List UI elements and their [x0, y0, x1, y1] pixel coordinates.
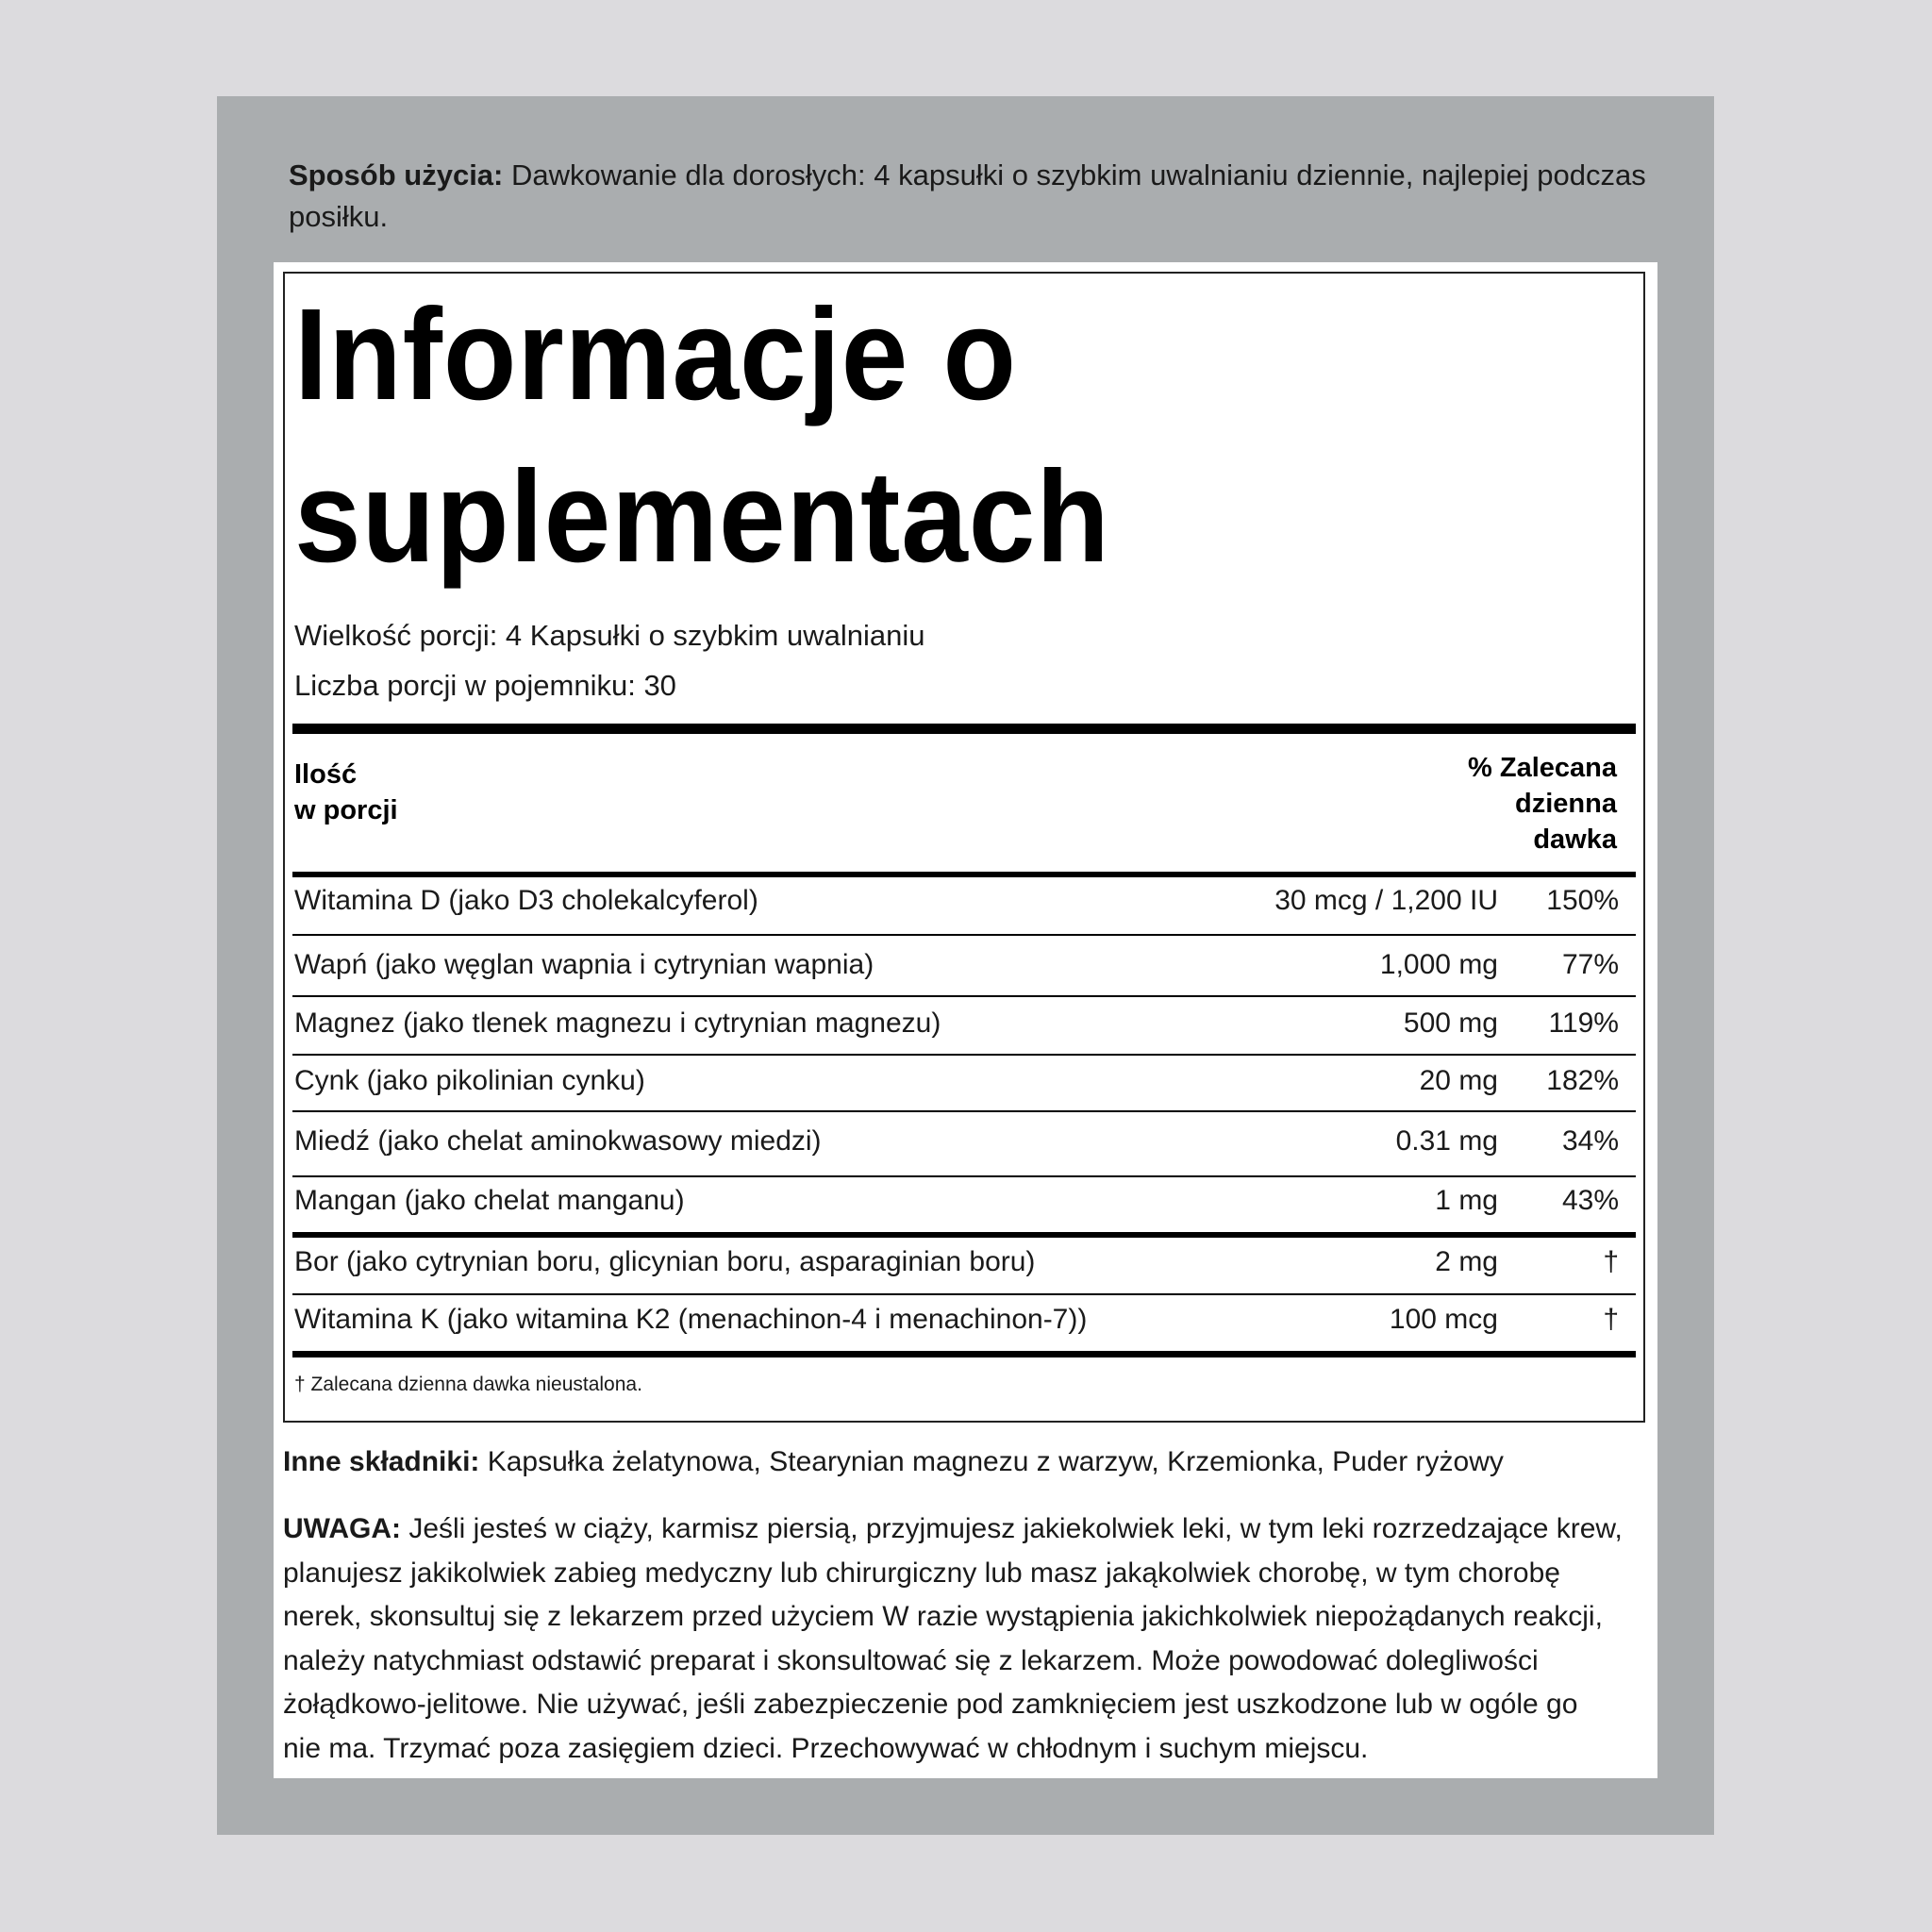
- table-row: [294, 1304, 1619, 1341]
- nutrient-name: Miedź (jako chelat aminokwasowy miedzi): [294, 1125, 822, 1157]
- usage-text: Dawkowanie dla dorosłych: 4 kapsułki o szybkim uwalnianiu dziennie, najlepiej podczas posiłku.: [289, 158, 1646, 233]
- header-daily-value: [1468, 750, 1617, 858]
- nutrient-name: Mangan (jako chelat manganu): [294, 1185, 685, 1216]
- row-divider: [292, 1054, 1636, 1056]
- nutrient-amount: 2 mg: [1435, 1246, 1498, 1277]
- nutrient-name: Wapń (jako węglan wapnia i cytrynian wapnia): [294, 949, 874, 980]
- nutrient-amount: 0.31 mg: [1395, 1125, 1498, 1157]
- table-row: [294, 885, 1619, 923]
- nutrient-amount: 20 mg: [1419, 1065, 1498, 1096]
- header-dv-line1: % Zalecana: [1468, 753, 1617, 783]
- other-ingredients-label: Inne składniki:: [283, 1446, 480, 1477]
- other-ingredients: [283, 1446, 1641, 1478]
- facts-title-line1: Informacje o: [294, 282, 1017, 427]
- thick-divider-header: [292, 872, 1636, 877]
- servings-per-container: Liczba porcji w pojemniku: 30: [294, 669, 676, 702]
- nutrient-dv: †: [1603, 1246, 1619, 1277]
- nutrient-name: Witamina K (jako witamina K2 (menachinon-4 i menachinon-7)): [294, 1304, 1088, 1335]
- table-row: [294, 1246, 1619, 1284]
- nutrient-amount: 100 mcg: [1389, 1304, 1498, 1335]
- nutrient-amount: 1 mg: [1435, 1185, 1498, 1216]
- row-divider: [292, 1293, 1636, 1295]
- serving-size: Wielkość porcji: 4 Kapsułki o szybkim uwalnianiu: [294, 619, 925, 652]
- nutrient-name: Cynk (jako pikolinian cynku): [294, 1065, 645, 1096]
- nutrient-dv: 77%: [1561, 949, 1619, 980]
- row-divider: [292, 1175, 1636, 1177]
- header-dv-line3: dawka: [1533, 824, 1617, 855]
- daily-value-footnote: † Zalecana dzienna dawka nieustalona.: [294, 1374, 642, 1395]
- nutrient-amount: 1,000 mg: [1379, 949, 1498, 980]
- warning-label: UWAGA:: [283, 1513, 401, 1544]
- nutrient-name: Witamina D (jako D3 cholekalcyferol): [294, 885, 758, 916]
- header-amount-line2: w porcji: [294, 795, 398, 825]
- warning-text: Jeśli jesteś w ciąży, karmisz piersią, przyjmujesz jakiekolwiek leki, w tym leki rozrzedzające krew, planujesz jakikolwiek zabieg medyczny lub chirurgiczny lub masz jakąkolwiek chorobę, w tym chorobę nerek, skonsultuj się z lekarzem przed użyciem W razie wystąpienia jakichkolwiek niepożądanych reakcji, należy natychmiast odstawić preparat i skonsultować się z lekarzem. Może powodować dolegliwości żołądkowo-jelitowe. Nie używać, jeśli zabezpieczenie pod zamknięciem jest uszkodzone lub w ogóle go nie ma. Trzymać poza zasięgiem dzieci. Przechowywać w chłodnym i suchym miejscu.: [283, 1513, 1623, 1764]
- thick-divider-mid: [292, 1232, 1636, 1238]
- nutrient-dv: 150%: [1546, 885, 1619, 916]
- table-row: [294, 1008, 1619, 1045]
- facts-title: [294, 274, 1110, 598]
- table-row: [294, 1125, 1619, 1163]
- nutrient-amount: 30 mcg / 1,200 IU: [1274, 885, 1498, 916]
- nutrient-dv: 43%: [1561, 1185, 1619, 1216]
- row-divider: [292, 995, 1636, 997]
- nutrient-dv: †: [1603, 1304, 1619, 1335]
- row-divider: [292, 934, 1636, 936]
- table-row: [294, 1065, 1619, 1103]
- nutrient-name: Bor (jako cytrynian boru, glicynian boru, asparaginian boru): [294, 1246, 1036, 1277]
- nutrient-name: Magnez (jako tlenek magnezu i cytrynian magnezu): [294, 1008, 941, 1039]
- header-dv-line2: dzienna: [1515, 789, 1617, 819]
- other-ingredients-text: Kapsułka żelatynowa, Stearynian magnezu z warzyw, Krzemionka, Puder ryżowy: [479, 1446, 1504, 1477]
- nutrient-dv: 182%: [1546, 1065, 1619, 1096]
- thick-divider-bottom: [292, 1351, 1636, 1357]
- nutrient-dv: 119%: [1548, 1008, 1619, 1039]
- usage-directions: [289, 155, 1647, 238]
- warning-text-block: [283, 1507, 1623, 1771]
- header-amount-per-serving: [294, 757, 398, 828]
- header-amount-line1: Ilość: [294, 759, 358, 790]
- nutrient-amount: 500 mg: [1403, 1008, 1498, 1039]
- table-row: [294, 949, 1619, 987]
- table-row: [294, 1185, 1619, 1223]
- thick-divider-top: [292, 724, 1636, 734]
- row-divider: [292, 1110, 1636, 1112]
- usage-label: Sposób użycia:: [289, 158, 504, 192]
- nutrient-dv: 34%: [1561, 1125, 1619, 1157]
- facts-title-line2: suplementach: [294, 444, 1110, 590]
